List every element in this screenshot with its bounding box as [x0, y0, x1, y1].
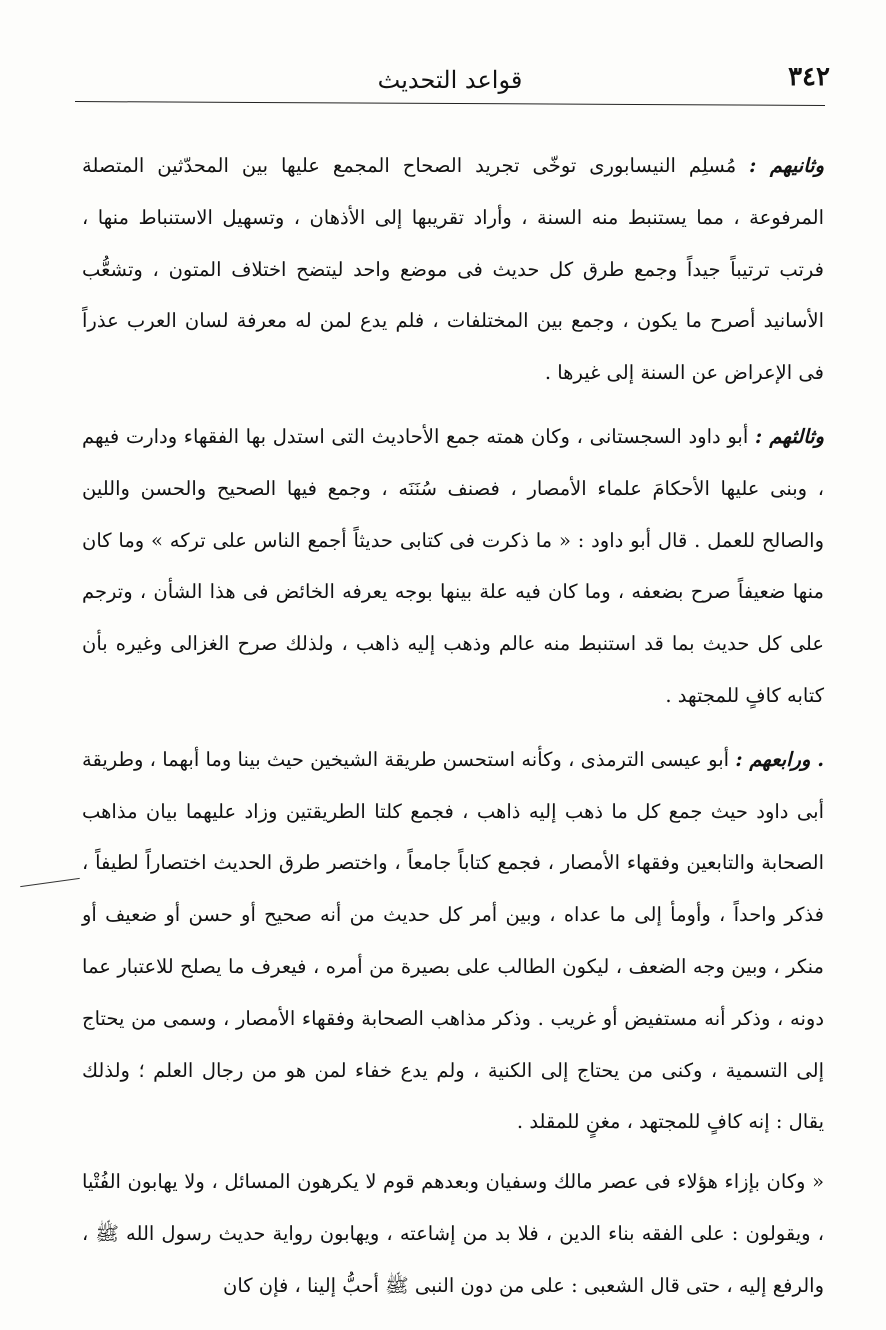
paragraph-lead: وثالثهم : [754, 424, 824, 448]
paragraph-quotation [82, 1156, 824, 1311]
body-text [82, 140, 824, 1312]
paragraph-gap [82, 722, 824, 734]
paragraph-lead: وثانيهم : [749, 154, 824, 177]
paragraph-muslim [82, 140, 824, 399]
paragraph-text: مُسلِم النيسابورى توخّى تجريد الصحاح المجمع عليها بين المحدّثين المتصلة المرفوعة ، مما يستنبط منه السنة ، وأراد تقريبها إلى الأذهان ، وتسهيل الاستنباط منها ، فرتب ترتيباً جيداً وجمع طرق كل حديث فى موضع واحد ليتضح اختلاف المتون ، وتشعُّب الأسانيد أصرح ما يكون ، وجمع بين المختلفات ، فلم يدع لمن له معرفة لسان العرب عذراً فى الإعراض عن السنة إلى غيرها . [82, 154, 824, 385]
paragraph-tirmidhi [82, 734, 824, 1148]
page-number: ٣٤٢ [788, 62, 830, 92]
paragraph-gap [82, 399, 824, 411]
paragraph-lead: . ورابعهم : [735, 747, 824, 771]
scan-margin-mark [20, 878, 80, 887]
paragraph-text: « وكان بإزاء هؤلاء فى عصر مالك وسفيان وبعدهم قوم لا يكرهون المسائل ، ولا يهابون الفُتْيا ، ويقولون : على الفقه بناء الدين ، فلا بد من إشاعته ، ويهابون رواية حديث رسول الله ﷺ ، والرفع إليه ، حتى قال الشعبى : على من دون النبى ﷺ أحبُّ إلينا ، فإن كان [82, 1170, 824, 1297]
page-header [70, 62, 830, 102]
running-title: قواعد التحديث [377, 66, 523, 94]
paragraph-abu-dawud [82, 411, 824, 722]
paragraph-text: أبو عيسى الترمذى ، وكأنه استحسن طريقة الشيخين حيث بينا وما أبهما ، وطريقة أبى داود حيث جمع كل ما ذهب إليه ذاهب ، فجمع كلتا الطريقتين وزاد عليهما بيان مذاهب الصحابة والتابعين وفقهاء الأمصار ، فجمع كتاباً جامعاً ، واختصر طرق الحديث اختصاراً لطيفاً ، فذكر واحداً ، وأومأ إلى ما عداه ، وبين أمر كل حديث من أنه صحيح أو حسن أو ضعيف أو منكر ، وبين وجه الضعف ، ليكون الطالب على بصيرة من أمره ، فيعرف ما يصلح للاعتبار عما دونه ، وذكر أنه مستفيض أو غريب . وذكر مذاهب الصحابة وفقهاء الأمصار ، وسمى من يحتاج إلى التسمية ، وكنى من يحتاج إلى الكنية ، ولم يدع خفاء لمن هو من رجال العلم ؛ ولذلك يقال : إنه كافٍ للمجتهد ، مغنٍ للمقلد . [82, 747, 824, 1134]
paragraph-text: أبو داود السجستانى ، وكان همته جمع الأحاديث التى استدل بها الفقهاء ودارت فيهم ، وبنى عليها الأحكامَ علماء الأمصار ، فصنف سُنَنَه ، وجمع فيها الصحيح والحسن واللين والصالح للعمل . قال أبو داود : « ما ذكرت فى كتابى حديثاً أجمع الناس على تركه » وما كان منها ضعيفاً صرح بضعفه ، وما كان فيه علة بينها بوجه يعرفه الخائض فى هذا الشأن ، وترجم على كل حديث بما قد استنبط منه عالم وذهب إليه ذاهب ، ولذلك صرح الغزالى وغيره بأن كتابه كافٍ للمجتهد . [82, 424, 824, 707]
